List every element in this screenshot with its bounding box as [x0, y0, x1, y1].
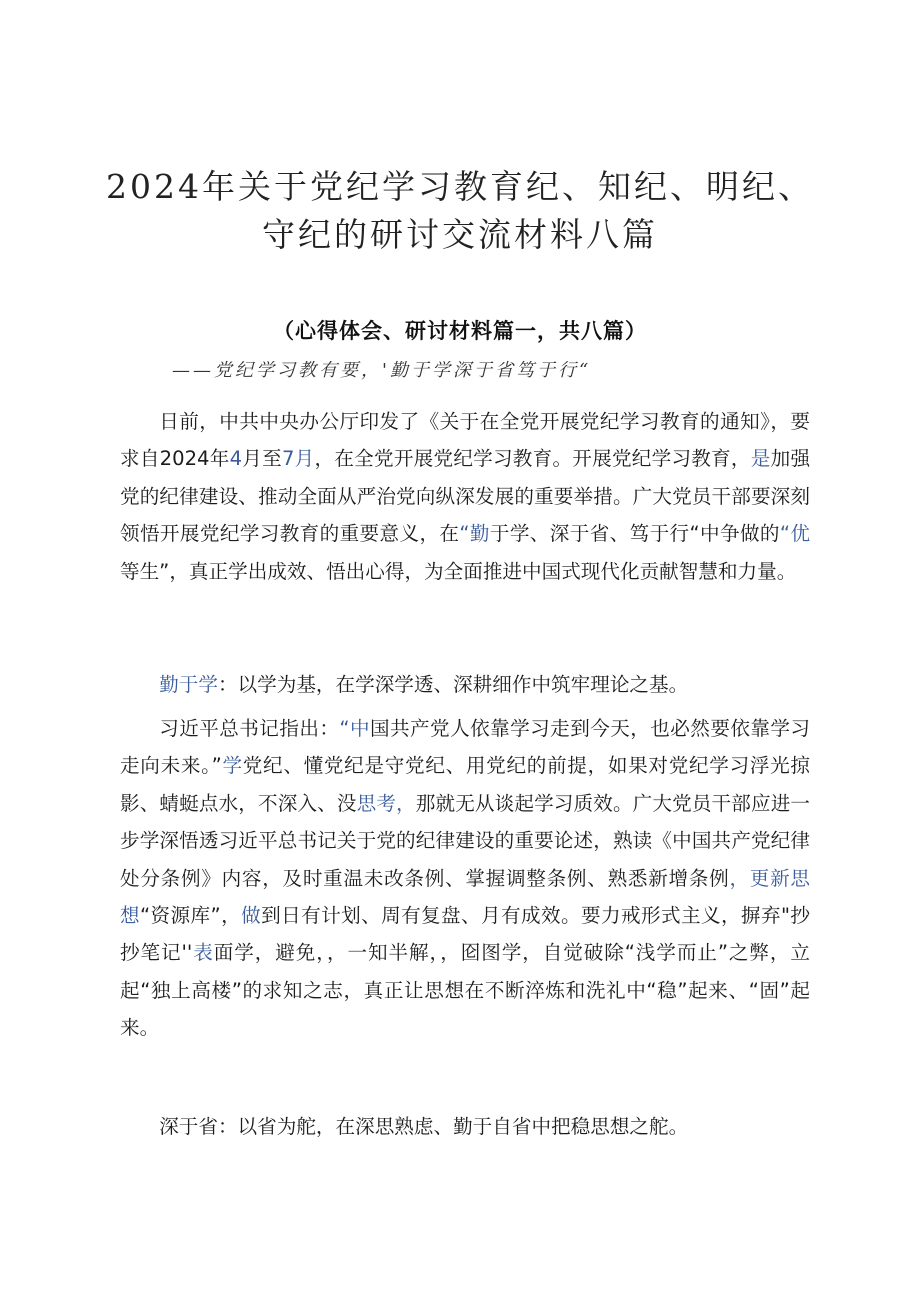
text-run: 党纪、懂党纪是守党纪、用党纪的前提，如果对党纪学习浮光掠影、蜻蜓点水，不深入、没: [120, 754, 811, 815]
highlight-run: “中: [339, 717, 370, 740]
document-subtitle: （心得体会、研讨材料篇一，共八篇）: [273, 319, 647, 343]
text-run: “资源库”，: [140, 904, 242, 928]
highlight-run: 是: [750, 447, 771, 471]
text-run: 习近平总书记指出：: [159, 717, 340, 740]
text-run: 到日有计划、周有复盘、月有成效。要力戒形式主义，摒弃"抄抄笔记'': [120, 904, 810, 965]
paragraph-intro: [120, 403, 810, 590]
text-run: 月至: [242, 447, 282, 471]
highlight-run: 思考，: [356, 791, 416, 815]
paragraph-heading-study: [120, 666, 810, 703]
highlight-run: ，更新思想: [120, 866, 811, 928]
text-run: 日前，中共中央办公厅印发了《关于在全党开展党纪学习教育的通知》，要求自2024年: [120, 410, 810, 471]
highlight-run: “优: [779, 522, 811, 546]
text-run: ，在全党开展党纪学习教育。开展党纪学习教育，: [314, 447, 751, 471]
text-run: 国共产党人依靠学习走到今天，也必然要依靠学习走向未来。”: [120, 717, 811, 778]
highlight-run: 表: [192, 941, 214, 965]
highlight-run: 学: [221, 754, 243, 778]
highlight-run: 4: [229, 447, 243, 471]
text-run: 等生”，真正学出成效、悟出心得，为全面推进中国式现代化贡献智慧和力量。: [120, 559, 797, 583]
highlight-run: “勤: [459, 522, 490, 546]
document-byline: ——党纪学习教有要，'勤于学深于省笃于行“: [172, 360, 592, 381]
text-run: 那就无从谈起学习质效。广大党员干部应进一步学深悟透习近平总书记关于党的纪律建设的重要论述，熟读《中国共产党纪律处分条例》内容，及时重温未改条例、掌握调整条例、熟悉新增条例: [120, 791, 811, 890]
highlight-run: 勤于学: [159, 673, 218, 696]
paragraph-study-body: [120, 710, 810, 1047]
text-run: 加强党的纪律建设、推动全面从严治党向纵深发展的重要举措。广大党员干部要深刻领悟开展党纪学习教育的重要意义，在: [120, 447, 811, 546]
highlight-run: 做: [241, 904, 262, 928]
text-run: ：以学为基，在学深学透、深耕细作中筑牢理论之基。: [217, 673, 689, 696]
text-run: 面学，避免，，一知半解，，囵图学，自觉破除“浅学而止”之弊，立起“独上高楼”的求知之志，真正让思想在不断淬炼和洗礼中“稳”起来、“固”起来。: [120, 941, 810, 1040]
document-title-line-2: 守纪的研讨交流材料八篇: [262, 215, 658, 254]
text-run: 深于省：以省为舵，在深思熟虑、勤于自省中把稳思想之舵。: [159, 1115, 689, 1138]
highlight-run: 7月: [281, 447, 315, 471]
text-run: 于学、深于省、笃于行“中争做的: [489, 522, 780, 546]
paragraph-heading-reflect: [120, 1108, 810, 1145]
document-title-line-1: 2024年关于党纪学习教育纪、知纪、明纪、: [106, 167, 814, 206]
